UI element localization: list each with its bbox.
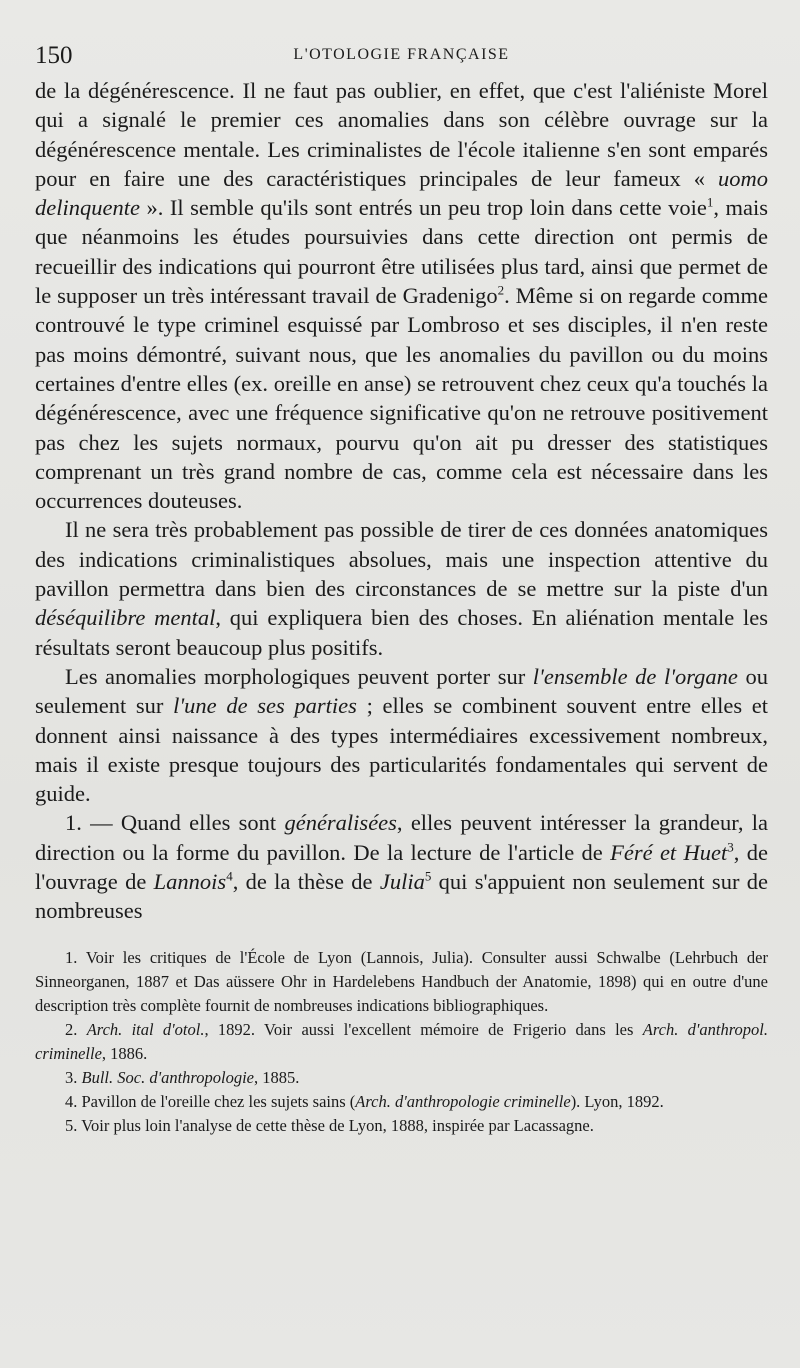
page-number: 150 — [35, 42, 73, 69]
footnote-ref-4: 4 — [226, 868, 233, 884]
paragraph-3: Les anomalies morphologiques peuvent porter sur l'ensemble de l'organe ou seulement sur l'une de ses parties ; elles se combinent souvent entre elles et donnent ainsi naissance à des types intermédiaires excessivement nombreux, mais il existe presque toujours des particularités fondamentales qui servent de guide. — [35, 663, 768, 807]
paragraph-2: Il ne sera très probablement pas possible de tirer de ces données anatomiques des indications criminalistiques absolues, mais une inspection attentive du pavillon permettra dans bien des circonstances de se mettre sur la piste d'un déséquilibre mental, qui expliquera bien des choses. En aliénation mentale les résultats seront beaucoup plus positifs. — [35, 517, 768, 660]
page-header — [35, 38, 768, 76]
footnote-ref-1: 1 — [706, 194, 714, 210]
footnote-ref-5: 5 — [424, 868, 432, 884]
footnotes — [35, 946, 768, 1138]
footnote-3: 3. Bull. Soc. d'anthropologie, 1885. — [65, 1067, 300, 1087]
footnote-4: 4. Pavillon de l'oreille chez les sujets sains (Arch. d'anthropologie criminelle). Lyon, 1892. — [65, 1091, 664, 1111]
running-title: L'OTOLOGIE FRANÇAISE — [293, 46, 510, 63]
footnote-1: 1. Voir les critiques de l'École de Lyon (Lannois, Julia). Consulter aussi Schwalbe (Lehrbuch der Sinneorganen, 1887 et Das aüssere Ohr in Hardelebens Handbuch der Anatomie, 1898) qui en outre d'une description très complète fournit de nombreuses indications bibliographiques. — [35, 947, 768, 1015]
main-text — [35, 76, 768, 926]
footnote-2: 2. Arch. ital d'otol., 1892. Voir aussi l'excellent mémoire de Frigerio dans les Arch. d'anthropol. criminelle, 1886. — [35, 1019, 769, 1063]
footnote-5: 5. Voir plus loin l'analyse de cette thèse de Lyon, 1888, inspirée par Lacassagne. — [65, 1115, 594, 1135]
paragraph-1: de la dégénérescence. Il ne faut pas oublier, en effet, que c'est l'aliéniste Morel qui a signalé le premier ces anomalies dans son célèbre ouvrage sur la dégénérescence mentale. Les criminalistes de l'école italienne s'en sont emparés pour en faire une des caractéristiques principales de leur fameux « uomo delinquente ». Il semble qu'ils sont entrés un peu trop loin dans cette voie$^1$, mais que néanmoins les études poursuivies dans cette direction ont permis de recueillir des indications qui pourront être utilisées plus tard, ainsi que permet de le supposer un très intéressant travail de Gradenigo$^2$. Même si on regarde comme controuvé le type criminel esquissé par Lombroso et ses disciples, il n'en reste pas moins démontré, suivant nous, que les anomalies du pavillon ou du moins certaines d'entre elles (ex. oreille en anse) se retrouvent chez ceux qu'a touchés la dégénérescence, avec une fréquence significative qu'on ne retrouve positivement pas chez les sujets normaux, pourvu qu'on ait pu dresser des statistiques comprenant un très grand nombre de cas, comme cela est nécessaire dans les occurrences douteuses. — [35, 78, 768, 514]
footnote-ref-3: 3 — [727, 839, 734, 855]
paragraph-4: 1. — Quand elles sont généralisées, elles peuvent intéresser la grandeur, la direction ou la forme du pavillon. De la lecture de l'article de Féré et Huet$^3$, de l'ouvrage de Lannois$^4$, de la thèse de Julia$^5$ qui s'appuient non seulement sur de nombreuses — [35, 810, 768, 924]
footnote-ref-2: 2 — [497, 282, 505, 298]
